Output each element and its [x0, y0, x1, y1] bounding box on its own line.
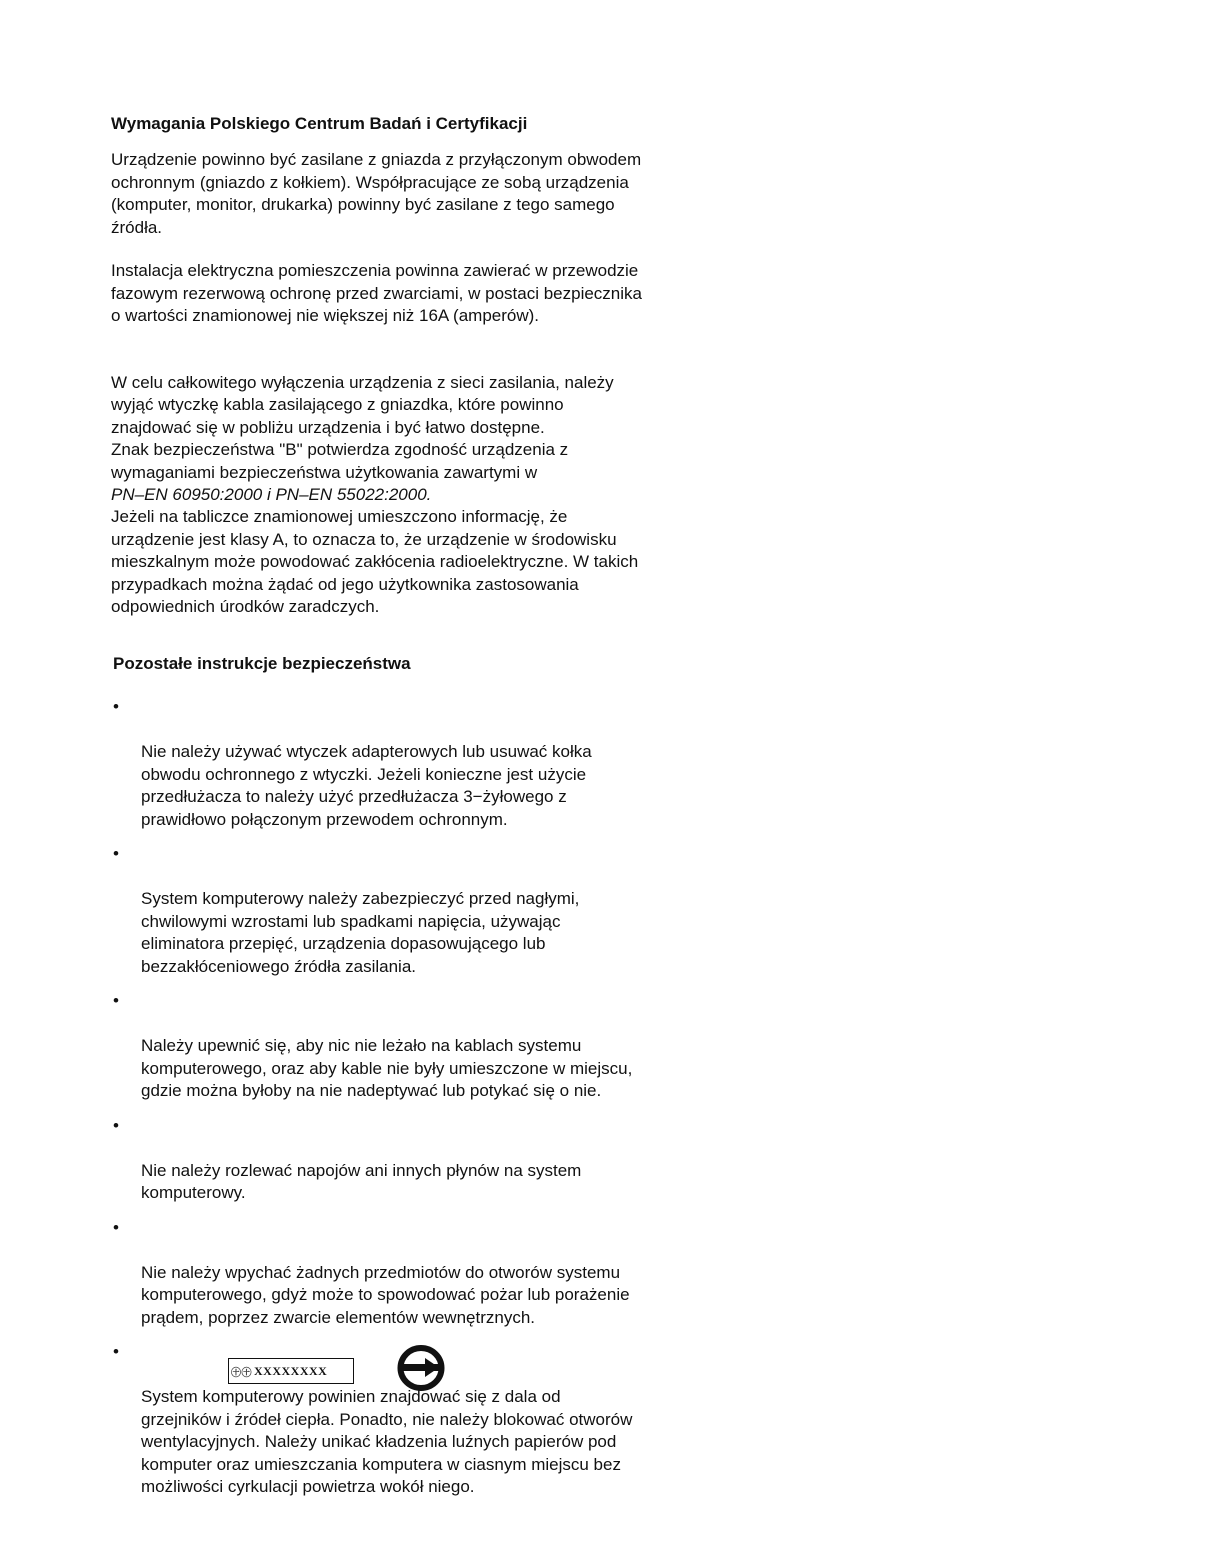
list-item	[111, 990, 731, 1103]
list-item-text: Nie należy używać wtyczek adapterowych lub usuwać kołka obwodu ochronnego z wtyczki. Jeżeli konieczne jest użycie przedłużacza to należy użyć przedłużacza 3−żyłowego z prawidłowo połączonym przewodem ochronnym.	[141, 742, 592, 829]
list-item	[111, 696, 731, 831]
paragraph-electrical-installation: Instalacja elektryczna pomieszczenia powinna zawierać w przewodzie fazowym rezerwową ochronę przed zwarciami, w postaci bezpiecznika o wartości znamionowej nie większej niż 16A (amperów).	[111, 261, 642, 325]
certification-code: XXXXXXXX	[254, 1363, 328, 1378]
bullet-icon: •	[113, 844, 119, 863]
section-heading-pcbc: Wymagania Polskiego Centrum Badań i Certyfikacji	[111, 114, 528, 133]
bsmi-certification-icon	[395, 1345, 447, 1391]
list-item	[111, 843, 731, 978]
list-item	[111, 1217, 731, 1330]
list-item	[111, 1115, 731, 1205]
bullet-icon: •	[113, 1342, 119, 1361]
list-item-text: Nie należy wpychać żadnych przedmiotów do otworów systemu komputerowego, gdyż może to spowodować pożar lub porażenie prądem, poprzez zwarcie elementów wewnętrznych.	[141, 1262, 630, 1327]
paragraph-class-a: Jeżeli na tabliczce znamionowej umieszczono informację, że urządzenie jest klasy A, to oznacza to, że urządzenie w środowisku mieszkalnym może powodować zakłócenia radioelektryczne. W takich przypadkach można żądać od jego użytkownika zastosowania odpowiednich úrodków zaradczych.	[111, 507, 639, 616]
paragraph-disconnect-text: W celu całkowitego wyłączenia urządzenia z sieci zasilania, należy wyjąć wtyczkę kabla zasilającego z gniazdka, które powinno znajdować się w pobliżu urządzenia i być łatwo dostępne. Znak bezpieczeństwa "B" potwierdza zgodność urządzenia z wymaganiami bezpieczeństwa użytkowania zawartymi w	[111, 372, 614, 482]
bullet-icon: •	[113, 697, 119, 716]
list-item-text: System komputerowy powinien znajdować się z dala od grzejników i źródeł ciepła. Ponadto, nie należy blokować otworów wentylacyjnych. Należy unikać kładzenia luźnych papierów pod komputer oraz umieszczania komputera w ciasnym miejscu bez możliwości cyrkulacji powietrza wokół niego.	[141, 1387, 633, 1496]
bullet-icon: •	[113, 1115, 119, 1135]
list-item-text: Należy upewnić się, aby nic nie leżało na kablach systemu komputerowego, oraz aby kable nie były umieszczone w miejscu, gdzie można byłoby na nie nadeptywać lub potykać się o nie.	[141, 1036, 633, 1100]
section-heading-safety: Pozostałe instrukcje bezpieczeństwa	[113, 654, 411, 673]
paragraph-power-supply: Urządzenie powinno być zasilane z gniazda z przyłączonym obwodem ochronnym (gniazdo z kołkiem). Współpracujące ze sobą urządzenia (komputer, monitor, drukarka) powinny być zasilane z tego samego źródła.	[111, 150, 642, 237]
list-item-text: System komputerowy należy zabezpieczyć przed nagłymi, chwilowymi wzrostami lub spadkami napięcia, używając eliminatora przepięć, urządzenia dopasowującego lub bezzakłóceniowego źródła zasilania.	[141, 889, 580, 976]
bullet-icon: •	[113, 1217, 119, 1237]
bullet-icon: •	[113, 991, 119, 1010]
paragraph-disconnect	[111, 349, 711, 529]
certification-label-prefix: ㊉㊉	[231, 1367, 252, 1379]
certification-label	[228, 1358, 354, 1384]
list-item-text: Nie należy rozlewać napojów ani innych płynów na system komputerowy.	[141, 1160, 582, 1202]
standards-reference: PN–EN 60950:2000 i PN–EN 55022:2000.	[111, 485, 432, 504]
